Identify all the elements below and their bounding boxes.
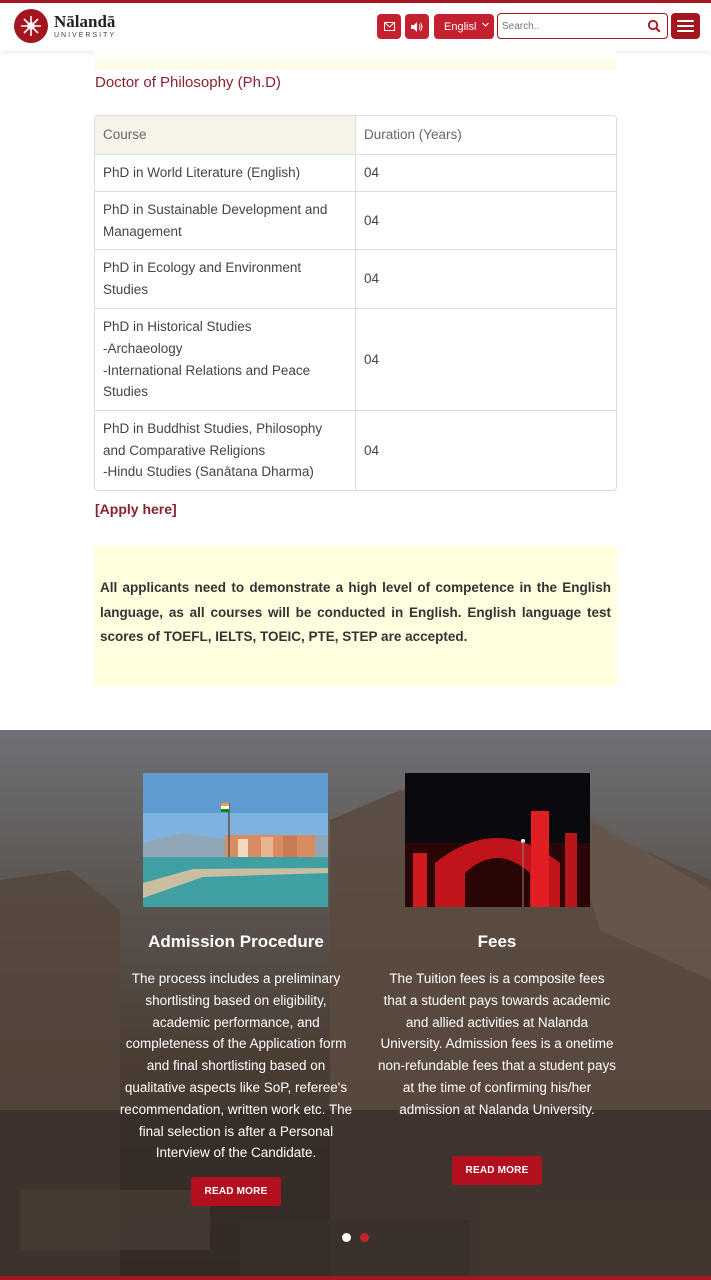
fees-read-more-button[interactable]: READ MORE	[452, 1156, 542, 1185]
duration-cell: 04	[364, 271, 380, 287]
table-row	[95, 191, 616, 249]
duration-cell: 04	[364, 165, 380, 181]
course-cell	[95, 309, 356, 410]
logo-name: Nālandā	[54, 12, 116, 31]
duration-cell: 04	[364, 351, 380, 367]
bottom-accent-line	[0, 1276, 711, 1280]
course-cell	[95, 250, 356, 308]
course-line: PhD in Historical Studies	[103, 319, 252, 335]
course-line: Studies	[103, 282, 149, 297]
course-line: PhD in Sustainable Development and	[103, 201, 328, 217]
column-header-duration: Duration (Years)	[356, 116, 616, 154]
table-row	[95, 249, 616, 308]
admission-read-more-button[interactable]: READ MORE	[191, 1177, 281, 1206]
course-line: -Hindu Studies (Sanātana Dharma)	[103, 464, 314, 480]
mail-button[interactable]	[377, 14, 401, 39]
table-row	[95, 410, 616, 490]
course-line: -Archaeology	[103, 340, 183, 356]
apply-here-link[interactable]: [Apply here]	[95, 501, 177, 517]
logo-emblem-icon	[14, 9, 48, 43]
admission-procedure-title: Admission Procedure	[148, 932, 324, 951]
course-line: -International Relations and Peace	[103, 362, 311, 378]
previous-notice-fragment	[94, 51, 616, 69]
course-line: PhD in World Literature (English)	[103, 165, 301, 181]
fees-text: The Tuition fees is a composite fees that a student pays towards academic and allied activities at Nalanda University. Admission fees is a onetime non-refundable fees that a student pays at the time of confirming his/her admission at Nalanda University.	[378, 971, 616, 1117]
site-header	[0, 3, 711, 51]
english-requirement-notice: All applicants need to demonstrate a high level of competence in the English language, as all courses will be conducted in English. English language test scores of TOEFL, IELTS, TOEIC, PTE, STEP are accepted.	[94, 546, 617, 686]
mail-icon	[384, 22, 395, 31]
carousel-dot-1[interactable]	[342, 1233, 351, 1242]
search-input[interactable]	[502, 15, 642, 37]
fees-photo	[405, 773, 590, 907]
duration-cell: 04	[364, 212, 380, 228]
course-cell	[95, 192, 356, 249]
course-cell	[95, 411, 356, 490]
admission-photo	[143, 773, 328, 907]
search-box	[497, 13, 668, 39]
duration-cell: 04	[364, 442, 380, 458]
language-value: Englisl	[444, 20, 477, 33]
logo-subtitle: UNIVERSITY	[54, 32, 117, 39]
course-line: Management	[103, 223, 182, 239]
university-logo[interactable]	[14, 9, 116, 43]
course-line: and Comparative Religions	[103, 442, 266, 458]
language-select[interactable]	[434, 14, 494, 39]
audio-button[interactable]	[405, 14, 429, 39]
search-icon[interactable]	[647, 19, 661, 33]
program-title: Doctor of Philosophy (Ph.D)	[95, 74, 281, 91]
table-header-row	[95, 116, 616, 154]
menu-button[interactable]	[671, 13, 700, 39]
course-line: Studies	[103, 384, 149, 400]
speaker-icon	[411, 22, 423, 32]
admission-procedure-text: The process includes a preliminary shortlisting based on eligibility, academic performance, and completeness of the Application form and final shortlisting based on qualitative aspects like SoP, referee's recommendation, written work etc. The final selection is after a Personal Interview of the Candidate.	[119, 971, 353, 1161]
table-row	[95, 308, 616, 410]
fees-title: Fees	[477, 932, 517, 951]
course-line: PhD in Ecology and Environment	[103, 260, 302, 276]
courses-table	[94, 115, 617, 491]
column-header-course: Course	[95, 116, 356, 154]
carousel-dot-2[interactable]	[360, 1233, 369, 1242]
course-line: PhD in Buddhist Studies, Philosophy	[103, 420, 323, 436]
table-row	[95, 154, 616, 191]
info-carousel	[0, 730, 711, 1280]
chevron-down-icon	[481, 20, 490, 29]
course-cell	[95, 155, 356, 191]
hamburger-icon	[677, 20, 694, 22]
